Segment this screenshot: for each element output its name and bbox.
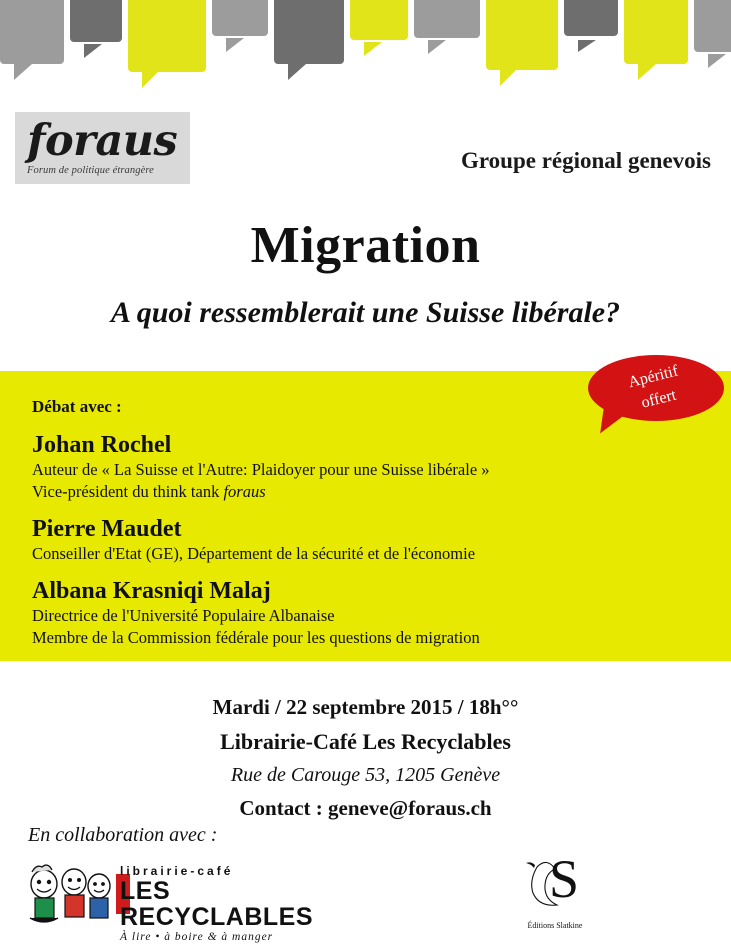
speaker-name: Pierre Maudet (32, 515, 182, 542)
banner-bubble-3 (128, 0, 206, 72)
top-banner (0, 0, 731, 98)
speaker-detail: Auteur de « La Suisse et l'Autre: Plaidoyer pour une Suisse libérale » (32, 460, 490, 480)
banner-bubble-4 (212, 0, 268, 36)
slatkine-caption: Éditions Slatkine (527, 921, 583, 930)
speaker-detail: Membre de la Commission fédérale pour les questions de migration (32, 628, 480, 647)
banner-bubble-10 (624, 0, 688, 64)
banner-bubble-1 (0, 0, 64, 64)
recyclables-line-sub: À lire • à boire & à manger (120, 930, 274, 943)
svg-text:S: S (549, 849, 580, 909)
banner-bubble-2 (70, 0, 122, 42)
event-details (0, 695, 731, 821)
banner-bubble-8 (486, 0, 558, 70)
page-title: Migration (250, 217, 481, 274)
badge-text (582, 340, 730, 437)
collaboration-label: En collaboration avec : (28, 824, 218, 846)
banner-bubble-9 (564, 0, 618, 36)
speaker-entry (32, 577, 731, 649)
recyclables-logo (24, 860, 314, 943)
banner-bubble-6 (350, 0, 408, 40)
banner-bubble-7 (414, 0, 480, 38)
recyclables-characters-icon (24, 862, 116, 926)
foraus-logo (15, 112, 190, 184)
debate-label: Débat avec : (32, 397, 122, 416)
event-contact: Contact : geneve@foraus.ch (239, 796, 492, 820)
banner-bubble-11 (694, 0, 731, 52)
speaker-name: Johan Rochel (32, 432, 172, 458)
foraus-logo-tagline: Forum de politique étrangère (27, 165, 154, 176)
regional-group-label: Groupe régional genevois (460, 148, 711, 173)
speaker-entry (32, 515, 731, 565)
speaker-detail: Directrice de l'Université Populaire Albanaise (32, 606, 335, 626)
slatkine-mark (519, 845, 591, 919)
event-venue: Librairie-Café Les Recyclables (220, 729, 511, 754)
speaker-entry (32, 431, 731, 503)
speaker-name: Albana Krasniqi Malaj (32, 577, 271, 604)
event-address: Rue de Carouge 53, 1205 Genève (230, 764, 501, 786)
speaker-detail: Vice-président du think tank foraus (32, 482, 266, 502)
recyclables-line-top: librairie-café (120, 864, 234, 878)
event-date: Mardi / 22 septembre 2015 / 18h°° (212, 695, 519, 719)
speaker-detail: Conseiller d'Etat (GE), Département de la sécurité et de l'économie (32, 544, 476, 564)
aperitif-badge (588, 355, 724, 435)
page-subtitle: A quoi ressemblerait une Suisse libérale? (110, 296, 621, 329)
badge-line-1: Apéritif (626, 362, 680, 392)
slatkine-swan-icon (519, 845, 591, 919)
recyclables-line-main: LES RECYCLABLES (120, 877, 314, 932)
badge-line-2: offert (639, 386, 678, 412)
banner-bubble-5 (274, 0, 344, 64)
recyclables-wordmark (120, 864, 320, 943)
foraus-logo-wordmark: foraus (27, 116, 178, 166)
speaker-detail-italic: foraus (223, 482, 266, 502)
slatkine-logo (512, 845, 598, 941)
